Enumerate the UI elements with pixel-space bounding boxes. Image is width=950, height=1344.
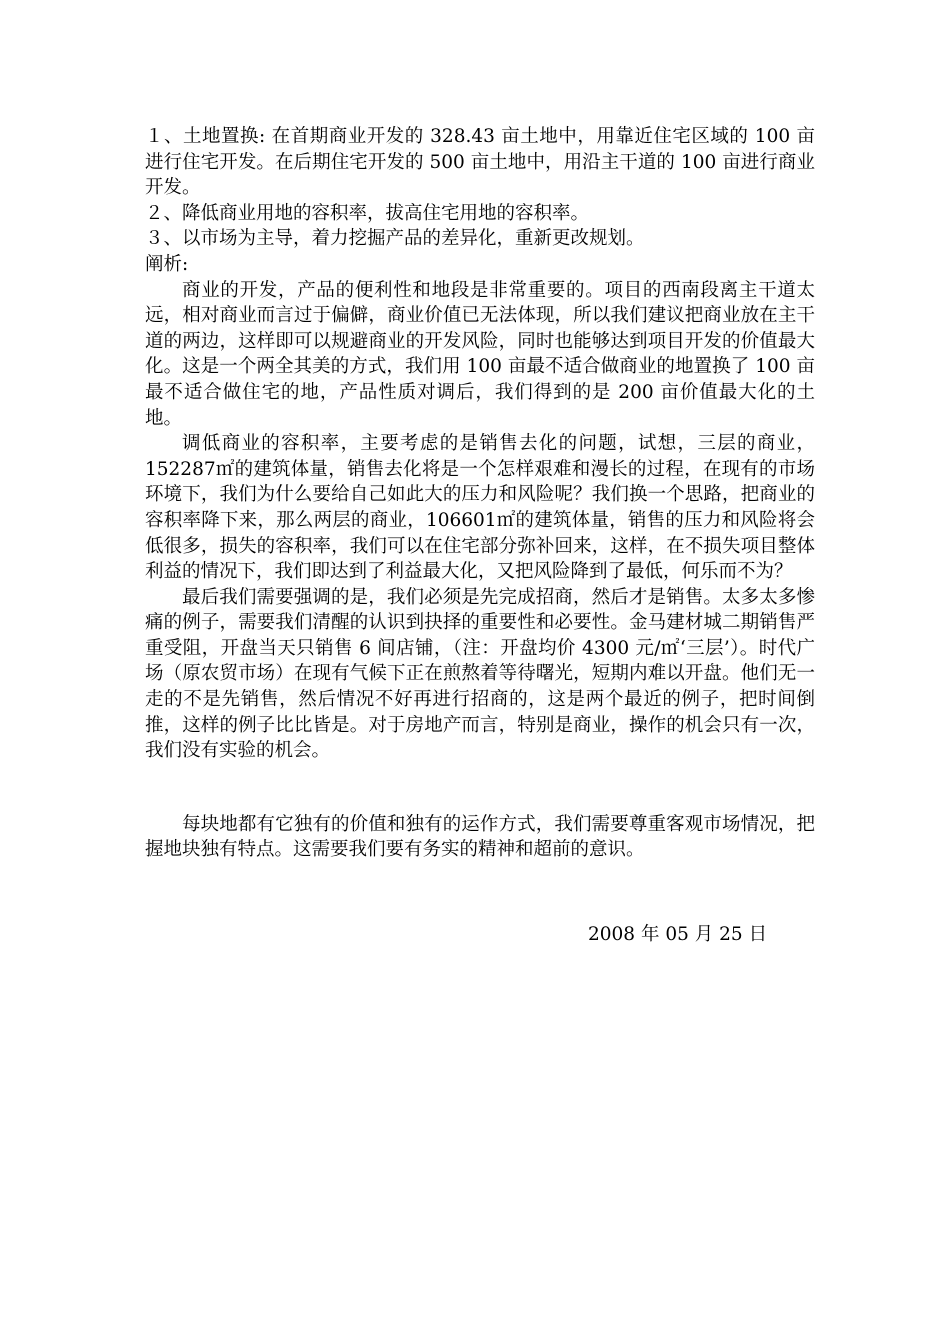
list-item-1: １、土地置换: 在首期商业开发的 328.43 亩土地中，用靠近住宅区域的 100 亩进行住宅开发。在后期住宅开发的 500 亩土地中，用沿主干道的 100 亩进行商业开发。 <box>145 126 815 199</box>
list-item-2: ２、降低商业用地的容积率，拔高住宅用地的容积率。 <box>145 202 590 224</box>
paragraph-plot-ratio: 调低商业的容积率，主要考虑的是销售去化的问题，试想，三层的商业，152287㎡的建筑体量，销售去化将是一个怎样艰难和漫长的过程，在现有的市场环境下，我们为什么要给自己如此大的压力和风险呢？我们换一个思路，把商业的容积率降下来，那么两层的商业，106601㎡的建筑体量，销售的压力和风险将会低很多，损失的容积率，我们可以在住宅部分弥补回来，这样，在不损失项目整体利益的情况下，我们即达到了利益最大化，又把风险降到了最低，何乐而不为？ <box>145 433 815 583</box>
closing-paragraph: 每块地都有它独有的价值和独有的运作方式，我们需要尊重客观市场情况，把握地块独有特点。这需要我们要有务实的精神和超前的意识。 <box>145 813 815 861</box>
document-body <box>145 124 815 863</box>
document-date: 2008 年 05 月 25 日 <box>588 924 768 945</box>
spacer <box>145 764 815 812</box>
paragraph-location: 商业的开发，产品的便利性和地段是非常重要的。项目的西南段离主干道太远，相对商业而言过于偏僻，商业价值已无法体现，所以我们建议把商业放在主干道的两边，这样即可以规避商业的开发风险，同时也能够达到项目开发的价值最大化。这是一个两全其美的方式，我们用 100 亩最不适合做商业的地置换了 100 亩最不适合做住宅的地，产品性质对调后，我们得到的是 200 亩价值最大化的土地。 <box>145 279 815 429</box>
list-item-3: ３、以市场为主导，着力挖掘产品的差异化，重新更改规划。 <box>145 228 645 250</box>
paragraph-leasing-first: 最后我们需要强调的是，我们必须是先完成招商，然后才是销售。太多太多惨痛的例子，需要我们清醒的认识到抉择的重要性和必要性。金马建材城二期销售严重受阻，开盘当天只销售 6 间店铺，（注：开盘均价 4300 元/㎡‘三层’）。时代广场（原农贸市场）在现有气候下正在煎熬着等待曙光，短期内难以开盘。他们无一走的不是先销售，然后情况不好再进行招商的，这是两个最近的例子，把时间倒推，这样的例子比比皆是。对于房地产而言，特别是商业，操作的机会只有一次，我们没有实验的机会。 <box>145 586 815 762</box>
analysis-heading: 阐析: <box>145 253 189 275</box>
